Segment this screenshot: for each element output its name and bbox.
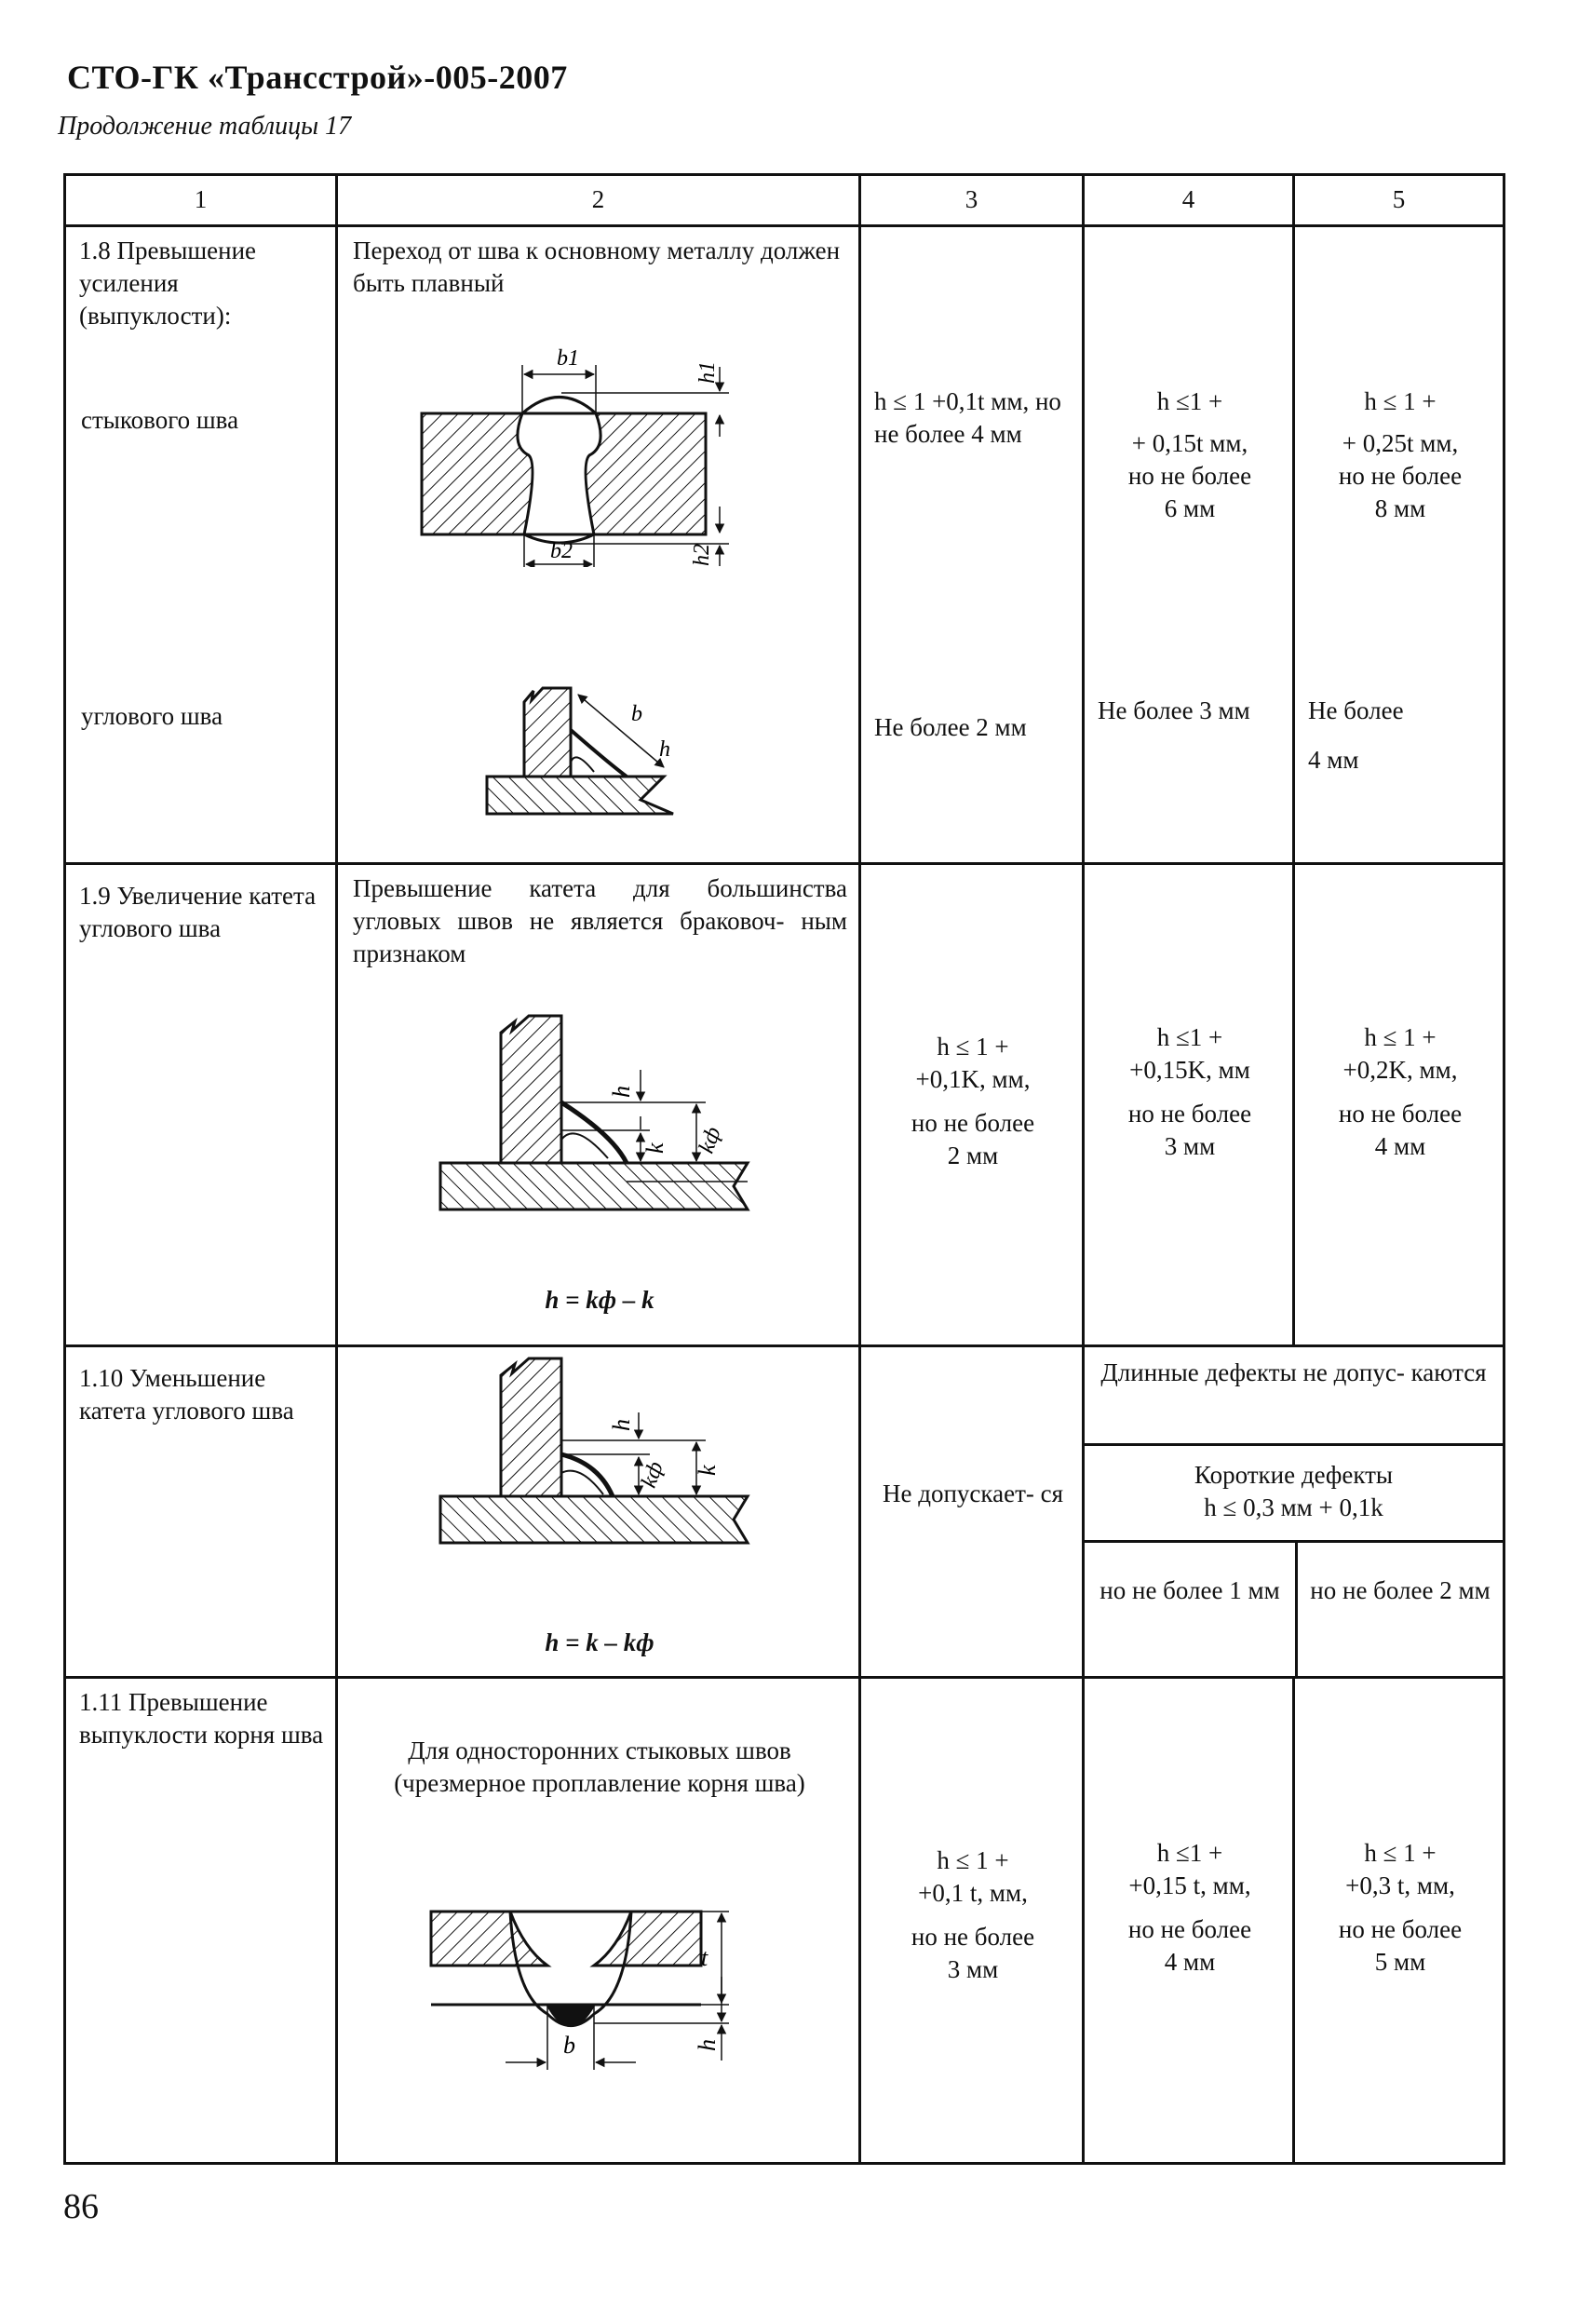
label-k: k (694, 1465, 721, 1476)
table-row-1-8 (65, 226, 1504, 864)
row-1-11-col4-line1: h ≤1 + (1156, 1839, 1223, 1867)
row-1-11-col3-line2: +0,1 t, мм, (918, 1879, 1028, 1908)
row-1-8-name: 1.8 Превышение усиления (выпуклости): (79, 236, 257, 331)
row-1-9-col4 (1085, 1021, 1295, 1163)
long-defects-cell: Длинные дефекты не допус- каются (1085, 1347, 1503, 1444)
row-1-9-description-cell (337, 864, 860, 1346)
row-1-9-col3-line2: +0,1K, мм, (915, 1065, 1031, 1094)
row-1-8-butt-col5-line2: + 0,25t мм, (1342, 429, 1459, 458)
row-1-9-col5-line4: 4 мм (1374, 1132, 1426, 1161)
row-1-10-name: 1.10 Уменьшение катета углового шва (79, 1364, 294, 1425)
column-header-5: 5 (1294, 175, 1504, 226)
column-header-2: 2 (337, 175, 860, 226)
row-1-11-description-cell (337, 1678, 860, 2164)
row-1-8-description-cell (337, 226, 860, 864)
row-1-8-butt-col5-line1: h ≤ 1 + (1364, 387, 1437, 415)
row-1-11-col5-line3: но не более (1338, 1915, 1463, 1944)
row-1-8-butt-col4-line1: h ≤1 + (1156, 387, 1223, 415)
row-1-10-name-cell (65, 1346, 337, 1678)
row-1-9-col4-line4: 3 мм (1164, 1132, 1216, 1161)
row-1-9-name: 1.9 Увеличение катета углового шва (79, 882, 317, 943)
row-1-8-butt-col5-line3: но не более (1338, 462, 1463, 491)
row-1-9-col4-cell (1084, 864, 1294, 1346)
row-1-9-col4-line3: но не более (1127, 1100, 1252, 1128)
row-1-11-col4-line4: 4 мм (1164, 1948, 1216, 1977)
fillet-weld-reinforcement-figure (478, 683, 701, 846)
row-1-11-col5-cell (1294, 1678, 1504, 2164)
row-1-9-col4-line2: +0,15K, мм (1129, 1056, 1250, 1085)
row-1-8-fillet-col5-line2: 4 мм (1308, 746, 1359, 775)
label-b: b (631, 702, 642, 726)
row-1-9-description: Превышение катета для большинства угловых швов не является браковоч- ным признаком (353, 874, 847, 968)
table-row-1-10 (65, 1346, 1504, 1678)
row-1-10-col45-cell (1084, 1346, 1504, 1678)
label-h2: h2 (690, 544, 714, 566)
root-reinforcement-figure (422, 1884, 738, 2088)
row-1-9-col4-line1: h ≤1 + (1156, 1023, 1223, 1051)
row-1-11-name-cell (65, 1678, 337, 2164)
butt-weld-reinforcement-figure (412, 348, 748, 567)
row-1-10-col5: но не более 2 мм (1297, 1541, 1504, 1676)
row-1-11-col3-cell (860, 1678, 1084, 2164)
row-1-9-col3-line4: 2 мм (947, 1142, 999, 1170)
row-1-11-col4-cell (1084, 1678, 1294, 2164)
label-kf: kф (694, 1124, 726, 1156)
label-h1: h1 (695, 361, 720, 384)
row-1-11-col4-line2: +0,15 t, мм, (1128, 1871, 1251, 1900)
row-1-9-col3-line1: h ≤ 1 + (937, 1033, 1009, 1061)
row-1-10-col3-cell (860, 1346, 1084, 1678)
row-1-10-figure-cell (337, 1346, 860, 1678)
row-1-8-butt-col5 (1295, 385, 1505, 525)
row-1-11-col4 (1085, 1837, 1295, 1979)
row-1-8-fillet-col3: Не более 2 мм (874, 713, 1027, 741)
row-1-8-fillet-col5 (1308, 695, 1404, 777)
row-1-11-col4-line3: но не более (1127, 1915, 1252, 1944)
document-title: СТО-ГК «Трансстрой»-005-2007 (67, 59, 568, 96)
row-1-9-col3 (861, 1031, 1085, 1172)
fillet-leg-decrease-figure (426, 1357, 780, 1608)
row-1-8-butt-col5-line4: 8 мм (1374, 494, 1426, 523)
row-1-9-col5 (1295, 1021, 1505, 1163)
row-1-10-criteria-subtable (1085, 1347, 1503, 1676)
row-1-8-col4-cell (1084, 226, 1294, 864)
row-1-9-formula: h = kф – k (545, 1286, 654, 1314)
label-h: h (608, 1419, 635, 1431)
row-1-11-col5-line4: 5 мм (1374, 1948, 1426, 1977)
row-1-8-fillet-col4: Не более 3 мм (1098, 696, 1250, 724)
row-1-9-col5-line2: +0,2K, мм, (1342, 1056, 1458, 1085)
label-k: k (641, 1142, 668, 1154)
row-1-8-col5-cell (1294, 226, 1504, 864)
row-1-11-description: Для односторонних стыковых швов (чрезмерное проплавление корня шва) (394, 1736, 805, 1798)
row-1-8-col3-cell (860, 226, 1084, 864)
column-header-4: 4 (1084, 175, 1294, 226)
label-h: h (608, 1086, 635, 1098)
row-1-8-butt-col3: h ≤ 1 +0,1t мм, но не более 4 мм (874, 387, 1061, 449)
defects-table (63, 173, 1505, 2165)
row-1-11-col5-line1: h ≤ 1 + (1364, 1839, 1437, 1867)
row-1-9-col5-line3: но не более (1338, 1100, 1463, 1128)
row-1-8-fillet-col5-line1: Не более (1308, 696, 1404, 724)
row-1-8-butt-col4 (1085, 385, 1295, 525)
row-1-11-name: 1.11 Превышение выпуклости корня шва (79, 1688, 324, 1750)
table-continuation-caption: Продолжение таблицы 17 (58, 112, 352, 141)
row-1-8-butt-col4-line3: но не более (1127, 462, 1252, 491)
short-defects-cell (1085, 1444, 1503, 1541)
short-defects-formula: h ≤ 0,3 мм + 0,1k (1204, 1493, 1383, 1521)
label-b2: b2 (550, 539, 573, 563)
label-h: h (694, 2039, 721, 2051)
row-1-9-col5-line1: h ≤ 1 + (1364, 1023, 1437, 1051)
row-1-8-fillet-label: углового шва (81, 702, 223, 730)
row-1-11-col3 (861, 1844, 1085, 1986)
row-1-8-butt-label: стыкового шва (81, 406, 239, 434)
row-1-9-col3-line3: но не более (911, 1109, 1035, 1138)
row-1-8-butt-col4-line4: 6 мм (1164, 494, 1216, 523)
short-defects-label: Короткие дефекты (1194, 1460, 1394, 1489)
row-1-8-butt-col4-line2: + 0,15t мм, (1131, 429, 1248, 458)
row-1-11-col3-line4: 3 мм (947, 1955, 999, 1984)
label-b1: b1 (557, 348, 579, 371)
row-1-11-col5 (1295, 1837, 1505, 1979)
row-1-11-col3-line1: h ≤ 1 + (937, 1846, 1009, 1874)
row-1-11-col3-line3: но не более (911, 1923, 1035, 1952)
row-1-9-col5-cell (1294, 864, 1504, 1346)
fillet-leg-increase-figure (426, 1014, 780, 1265)
table-row-1-11 (65, 1678, 1504, 2164)
label-t: t (701, 1944, 708, 1971)
row-1-10-formula: h = k – kф (545, 1628, 654, 1656)
row-1-8-description: Переход от шва к основному металлу должен быть плавный (353, 236, 841, 298)
page-number: 86 (63, 2187, 99, 2226)
row-1-9-name-cell (65, 864, 337, 1346)
label-b: b (563, 2032, 575, 2059)
row-1-9-col3-cell (860, 864, 1084, 1346)
column-header-1: 1 (65, 175, 337, 226)
table-header-row (65, 175, 1504, 226)
table-row-1-9 (65, 864, 1504, 1346)
row-1-8-name-cell (65, 226, 337, 864)
row-1-10-col3: Не допускает- ся (882, 1480, 1064, 1507)
row-1-11-col5-line2: +0,3 t, мм, (1345, 1871, 1455, 1900)
row-1-10-col4: но не более 1 мм (1085, 1541, 1297, 1676)
column-header-3: 3 (860, 175, 1084, 226)
label-kf: kф (636, 1458, 668, 1492)
label-h: h (659, 737, 670, 762)
